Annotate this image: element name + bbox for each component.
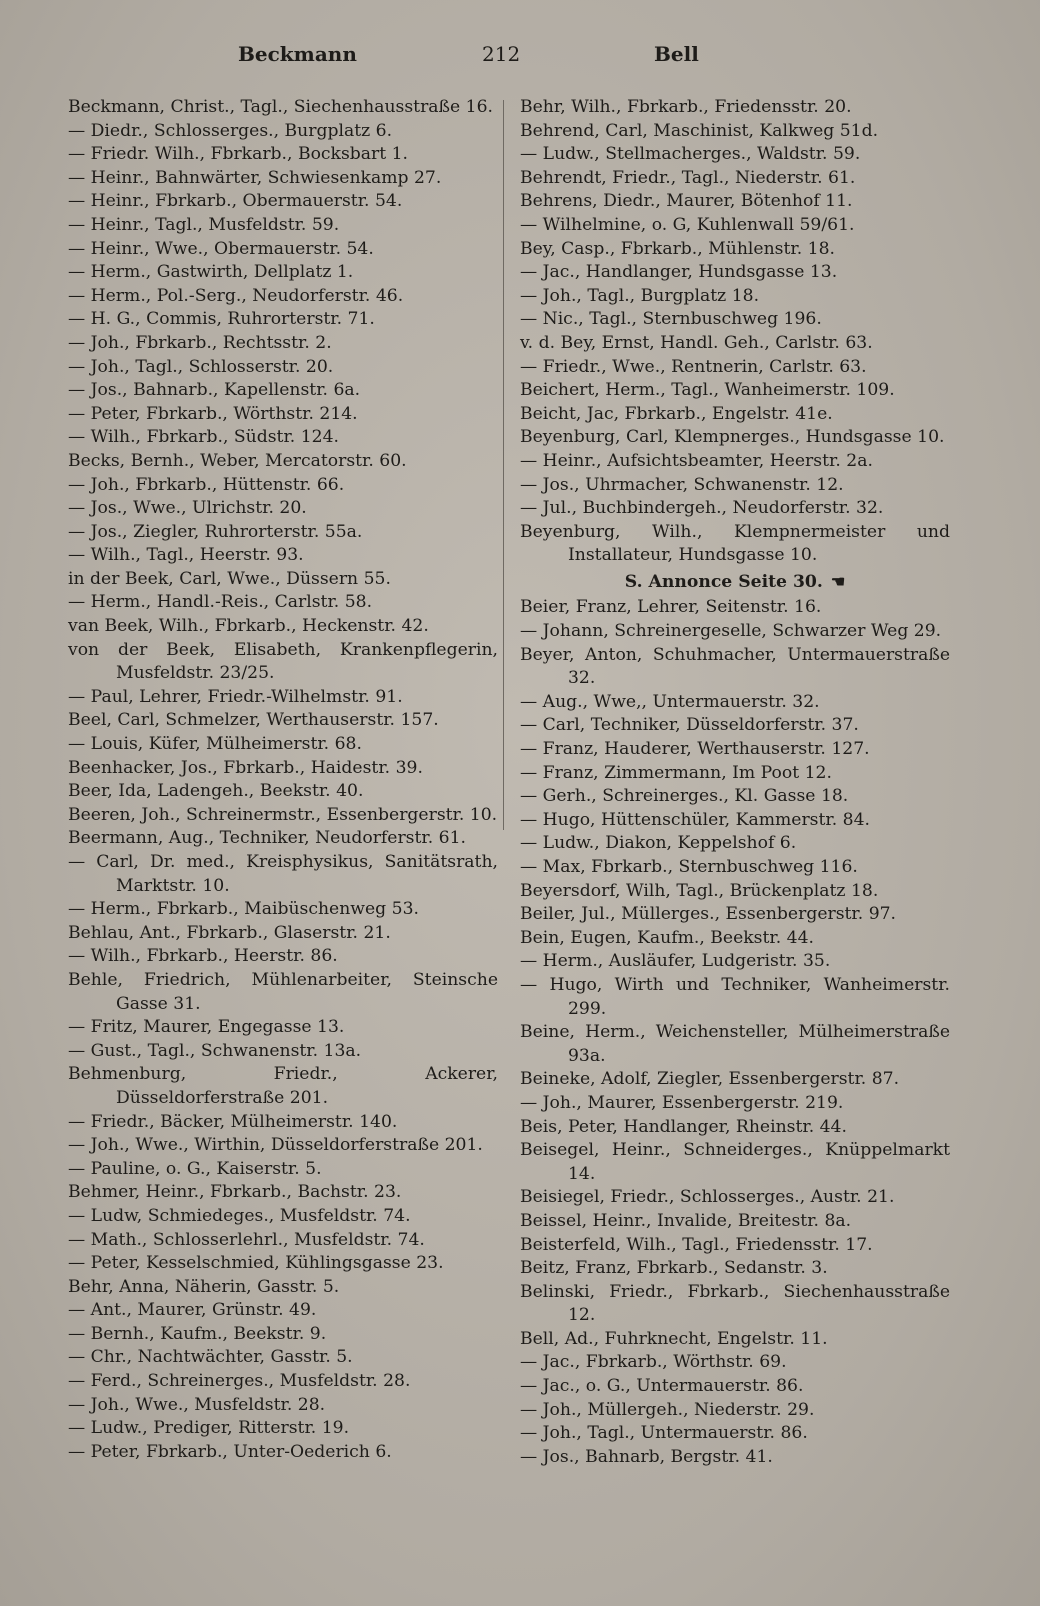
directory-entry: — Jul., Buchbindergeh., Neudorferstr. 32. xyxy=(520,498,884,519)
directory-entry: — Jos., Wwe., Ulrichstr. 20. xyxy=(68,498,307,519)
directory-entry: — Joh., Wwe., Musfeldstr. 28. xyxy=(68,1394,326,1415)
directory-entry: — Jos., Bahnarb, Bergstr. 41. xyxy=(520,1446,773,1467)
directory-entry: Beyersdorf, Wilh, Tagl., Brückenplatz 18. xyxy=(520,880,879,901)
directory-entry: — Wilhelmine, o. G, Kuhlenwall 59/61. xyxy=(520,214,855,235)
directory-entry: Behrens, Diedr., Maurer, Bötenhof 11. xyxy=(520,191,853,212)
directory-entry: Beisterfeld, Wilh., Tagl., Friedensstr. 17. xyxy=(520,1234,873,1255)
directory-entry: Becks, Bernh., Weber, Mercatorstr. 60. xyxy=(68,450,407,471)
directory-entry: Behmenburg, Friedr., Ackerer, Düsseldorferstraße 201. xyxy=(68,1064,498,1108)
directory-entry: — Franz, Hauderer, Werthauserstr. 127. xyxy=(520,739,870,760)
header-last-name: Bell xyxy=(654,42,699,66)
directory-entry: Behlau, Ant., Fbrkarb., Glaserstr. 21. xyxy=(68,922,391,943)
directory-entry: — Jac., o. G., Untermauerstr. 86. xyxy=(520,1376,804,1397)
directory-entry: Beckmann, Christ., Tagl., Siechenhausstraße 16. xyxy=(68,97,493,117)
directory-entry: Bey, Casp., Fbrkarb., Mühlenstr. 18. xyxy=(520,238,835,259)
directory-entry: — Jos., Bahnarb., Kapellenstr. 6a. xyxy=(68,380,361,401)
running-header xyxy=(0,42,1040,78)
directory-entry: — Jac., Fbrkarb., Wörthstr. 69. xyxy=(520,1352,787,1373)
directory-entry: Beine, Herm., Weichensteller, Mülheimerstraße 93a. xyxy=(520,1022,950,1066)
directory-entry: — Wilh., Fbrkarb., Heerstr. 86. xyxy=(68,946,338,967)
directory-entry: von der Beek, Elisabeth, Krankenpflegerin, Musfeldstr. 23/25. xyxy=(68,639,498,684)
directory-entry: — Jac., Handlanger, Hundsgasse 13. xyxy=(520,262,838,283)
right-column xyxy=(520,96,950,1469)
directory-entry: — Jos., Ziegler, Ruhrorterstr. 55a. xyxy=(68,521,363,542)
directory-entry: Beisiegel, Friedr., Schlosserges., Austr. 21. xyxy=(520,1187,895,1208)
directory-entry: van Beek, Wilh., Fbrkarb., Heckenstr. 42. xyxy=(68,616,429,637)
directory-entry: Beyenburg, Carl, Klempnerges., Hundsgasse 10. xyxy=(520,427,945,448)
directory-entry: — Hugo, Hüttenschüler, Kammerstr. 84. xyxy=(520,809,870,830)
directory-entry: — Gerh., Schreinerges., Kl. Gasse 18. xyxy=(520,786,849,807)
left-column xyxy=(68,96,498,1464)
directory-entry: — Ludw., Prediger, Ritterstr. 19. xyxy=(68,1418,350,1439)
directory-entry: — Johann, Schreinergeselle, Schwarzer Weg 29. xyxy=(520,621,942,642)
directory-entry: Behmer, Heinr., Fbrkarb., Bachstr. 23. xyxy=(68,1182,402,1203)
directory-entry: in der Beek, Carl, Wwe., Düssern 55. xyxy=(68,568,391,589)
directory-entry: Bein, Eugen, Kaufm., Beekstr. 44. xyxy=(520,927,814,948)
directory-entry: Beichert, Herm., Tagl., Wanheimerstr. 109. xyxy=(520,380,895,401)
directory-entry: Beitz, Franz, Fbrkarb., Sedanstr. 3. xyxy=(520,1258,828,1279)
directory-entry: — Joh., Maurer, Essenbergerstr. 219. xyxy=(520,1092,844,1113)
directory-entry: — Wilh., Tagl., Heerstr. 93. xyxy=(68,545,304,566)
directory-entry: — H. G., Commis, Ruhrorterstr. 71. xyxy=(68,309,375,330)
directory-entry: — Carl, Techniker, Düsseldorferstr. 37. xyxy=(520,715,859,736)
directory-entry: — Herm., Handl.-Reis., Carlstr. 58. xyxy=(68,592,373,613)
directory-entry: — Aug., Wwe,, Untermauerstr. 32. xyxy=(520,691,820,712)
directory-entry: Beicht, Jac, Fbrkarb., Engelstr. 41e. xyxy=(520,403,833,424)
directory-entry: — Fritz, Maurer, Engegasse 13. xyxy=(68,1017,345,1038)
directory-entry: Behrend, Carl, Maschinist, Kalkweg 51d. xyxy=(520,120,879,141)
directory-entry: Beisegel, Heinr., Schneiderges., Knüppelmarkt 14. xyxy=(520,1140,950,1184)
directory-entry: — Bernh., Kaufm., Beekstr. 9. xyxy=(68,1323,327,1344)
directory-entry: Bell, Ad., Fuhrknecht, Engelstr. 11. xyxy=(520,1328,828,1349)
directory-entry: — Friedr., Wwe., Rentnerin, Carlstr. 63. xyxy=(520,356,867,377)
directory-entry: — Carl, Dr. med., Kreisphysikus, Sanitätsrath, Marktstr. 10. xyxy=(68,852,498,896)
directory-entry: — Ferd., Schreinerges., Musfeldstr. 28. xyxy=(68,1371,411,1392)
directory-entry: Beissel, Heinr., Invalide, Breitestr. 8a. xyxy=(520,1210,852,1231)
directory-entry: — Peter, Fbrkarb., Wörthstr. 214. xyxy=(68,403,358,424)
directory-entry: — Ludw., Stellmacherges., Waldstr. 59. xyxy=(520,144,861,165)
directory-entry: — Diedr., Schlosserges., Burgplatz 6. xyxy=(68,120,393,141)
directory-entry: Behr, Wilh., Fbrkarb., Friedensstr. 20. xyxy=(520,97,852,117)
directory-entry: — Hugo, Wirth und Techniker, Wanheimerstr. 299. xyxy=(520,974,950,1019)
directory-entry: — Joh., Tagl., Schlosserstr. 20. xyxy=(68,356,334,377)
directory-entry: — Heinr., Wwe., Obermauerstr. 54. xyxy=(68,238,374,259)
directory-entry: — Joh., Fbrkarb., Rechtsstr. 2. xyxy=(68,332,332,353)
directory-entry: — Herm., Gastwirth, Dellplatz 1. xyxy=(68,262,354,283)
directory-entry: — Ant., Maurer, Grünstr. 49. xyxy=(68,1300,317,1321)
directory-entry: — Pauline, o. G., Kaiserstr. 5. xyxy=(68,1158,322,1179)
page-number: 212 xyxy=(482,42,521,66)
header-first-name: Beckmann xyxy=(238,42,357,66)
directory-entry: — Jos., Uhrmacher, Schwanenstr. 12. xyxy=(520,474,844,495)
directory-entry: Behrendt, Friedr., Tagl., Niederstr. 61. xyxy=(520,167,856,188)
directory-entry: — Herm., Pol.-Serg., Neudorferstr. 46. xyxy=(68,285,404,306)
directory-entry: — Wilh., Fbrkarb., Südstr. 124. xyxy=(68,427,339,448)
directory-entry: — Ludw., Diakon, Keppelshof 6. xyxy=(520,833,797,854)
directory-entry: Beyer, Anton, Schuhmacher, Untermauerstraße 32. xyxy=(520,644,950,689)
directory-entry: — Paul, Lehrer, Friedr.-Wilhelmstr. 91. xyxy=(68,686,403,707)
directory-entry: Beis, Peter, Handlanger, Rheinstr. 44. xyxy=(520,1116,847,1137)
directory-entry: — Gust., Tagl., Schwanenstr. 13a. xyxy=(68,1040,362,1061)
directory-entry: Beer, Ida, Ladengeh., Beekstr. 40. xyxy=(68,781,364,802)
directory-entry: Behle, Friedrich, Mühlenarbeiter, Steinsche Gasse 31. xyxy=(68,969,498,1014)
directory-entry: — Max, Fbrkarb., Sternbuschweg 116. xyxy=(520,857,858,877)
directory-entry: Beermann, Aug., Techniker, Neudorferstr. 61. xyxy=(68,828,466,849)
directory-entry: Beineke, Adolf, Ziegler, Essenbergerstr. 87. xyxy=(520,1069,900,1090)
directory-entry: — Heinr., Aufsichtsbeamter, Heerstr. 2a. xyxy=(520,450,873,471)
directory-entry: Beenhacker, Jos., Fbrkarb., Haidestr. 39. xyxy=(68,757,423,778)
directory-entry: — Nic., Tagl., Sternbuschweg 196. xyxy=(520,309,822,330)
directory-entry: — Joh., Fbrkarb., Hüttenstr. 66. xyxy=(68,474,345,495)
directory-entry: Behr, Anna, Näherin, Gasstr. 5. xyxy=(68,1276,340,1297)
directory-entry: v. d. Bey, Ernst, Handl. Geh., Carlstr. 63. xyxy=(520,332,873,353)
directory-entry: Beier, Franz, Lehrer, Seitenstr. 16. xyxy=(520,597,822,618)
directory-entry: Beel, Carl, Schmelzer, Werthauserstr. 157. xyxy=(68,710,439,731)
directory-entry: — Chr., Nachtwächter, Gasstr. 5. xyxy=(68,1347,353,1368)
directory-entry: — Heinr., Tagl., Musfeldstr. 59. xyxy=(68,214,340,235)
directory-entry: Beiler, Jul., Müllerges., Essenbergerstr. 97. xyxy=(520,904,897,925)
column-divider xyxy=(503,100,504,830)
directory-entry: — Heinr., Bahnwärter, Schwiesenkamp 27. xyxy=(68,167,442,188)
directory-entry: — Herm., Fbrkarb., Maibüschenweg 53. xyxy=(68,899,419,920)
directory-entry: — Joh., Tagl., Untermauerstr. 86. xyxy=(520,1423,808,1444)
directory-entry: — Friedr. Wilh., Fbrkarb., Bocksbart 1. xyxy=(68,144,409,165)
directory-entry: — Peter, Kesselschmied, Kühlingsgasse 23. xyxy=(68,1253,444,1274)
directory-entry: — Louis, Küfer, Mülheimerstr. 68. xyxy=(68,734,362,755)
pointing-hand-icon: ☚ xyxy=(830,571,846,591)
directory-entry: — Math., Schlosserlehrl., Musfeldstr. 74. xyxy=(68,1229,425,1250)
directory-entry: Belinski, Friedr., Fbrkarb., Siechenhausstraße 12. xyxy=(520,1281,950,1326)
directory-entry: Beeren, Joh., Schreinermstr., Essenbergerstr. 10. xyxy=(68,804,498,825)
directory-entry: — Friedr., Bäcker, Mülheimerstr. 140. xyxy=(68,1111,398,1132)
directory-entry: — Herm., Ausläufer, Ludgeristr. 35. xyxy=(520,951,831,972)
directory-entry: Beyenburg, Wilh., Klempnermeister und Installateur, Hundsgasse 10. xyxy=(520,521,950,566)
directory-entry: — Joh., Wwe., Wirthin, Düsseldorferstraße 201. xyxy=(68,1135,483,1156)
directory-entry: — Peter, Fbrkarb., Unter-Oederich 6. xyxy=(68,1441,392,1462)
directory-entry: — Joh., Tagl., Burgplatz 18. xyxy=(520,285,760,306)
advertisement-reference: S. Annonce Seite 30. ☚ xyxy=(624,571,846,592)
directory-entry: — Heinr., Fbrkarb., Obermauerstr. 54. xyxy=(68,191,403,212)
directory-entry: — Joh., Müllergeh., Niederstr. 29. xyxy=(520,1399,815,1420)
directory-entry: — Ludw, Schmiedeges., Musfeldstr. 74. xyxy=(68,1205,411,1226)
directory-entry: — Franz, Zimmermann, Im Poot 12. xyxy=(520,762,832,783)
